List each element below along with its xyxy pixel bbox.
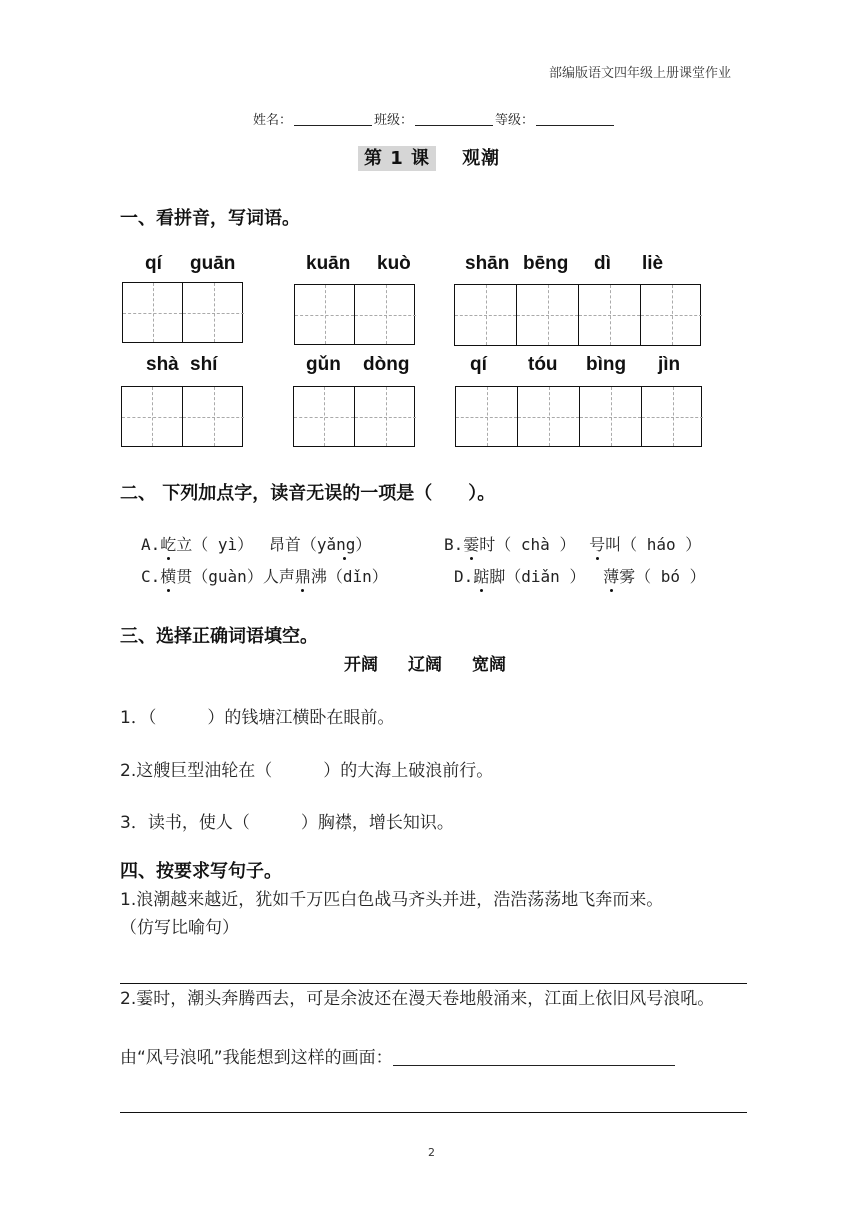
page-title <box>358 144 500 170</box>
writing-grid[interactable] <box>293 386 415 447</box>
answer-line[interactable] <box>120 1112 747 1113</box>
writing-grid[interactable] <box>454 284 701 346</box>
section-3-heading: 三、选择正确词语填空。 <box>120 626 318 647</box>
book-title: 部编版语文四年级上册课堂作业 <box>549 66 732 81</box>
writing-grid[interactable] <box>121 386 243 447</box>
word-option: 宽阔 <box>472 655 506 675</box>
pinyin: liè <box>642 253 664 274</box>
option-d[interactable]: D.踮脚（diǎn ） 薄雾（ bó ） <box>454 567 706 586</box>
word-option: 开阔 <box>344 655 378 675</box>
option-a[interactable]: A.屹立（ yì） 昂首（yǎng） <box>141 535 372 554</box>
pinyin: shí <box>190 354 218 375</box>
pinyin: tóu <box>528 354 558 375</box>
section-4-heading: 四、按要求写句子。 <box>120 861 282 882</box>
class-field[interactable] <box>415 111 493 126</box>
page-number: 2 <box>428 1146 435 1159</box>
grade-label: 等级： <box>495 113 535 128</box>
sentence-1-instruction: （仿写比喻句） <box>120 918 239 938</box>
answer-line[interactable] <box>120 983 747 984</box>
name-label: 姓名： <box>253 113 293 128</box>
fill-question-2[interactable]: 2.这艘巨型油轮在（ ）的大海上破浪前行。 <box>120 761 494 781</box>
pinyin: shān <box>465 253 510 274</box>
word-option: 辽阔 <box>408 655 442 675</box>
pinyin: guān <box>190 253 236 274</box>
pinyin: qí <box>470 354 487 375</box>
pinyin: bìng <box>586 354 627 375</box>
answer-field[interactable] <box>393 1049 675 1066</box>
class-label: 班级： <box>374 113 414 128</box>
sentence-2: 2.霎时，潮头奔腾西去，可是余波还在漫天卷地般涌来，江面上依旧风号浪吼。 <box>120 989 715 1009</box>
fill-question-1[interactable]: 1．（ ）的钱塘江横卧在眼前。 <box>120 708 395 728</box>
pinyin: bēng <box>523 253 569 274</box>
writing-grid[interactable] <box>294 284 415 345</box>
grade-field[interactable] <box>536 111 614 126</box>
name-field[interactable] <box>294 111 372 126</box>
writing-grid[interactable] <box>455 386 702 447</box>
student-info <box>253 109 616 128</box>
pinyin: shà <box>146 354 179 375</box>
writing-grid[interactable] <box>122 282 243 343</box>
option-c[interactable]: C.横贯（guàn）人声鼎沸（dǐn） <box>141 567 388 586</box>
lesson-number: 第 1 课 <box>358 146 436 171</box>
sentence-2-prompt: 由“风号浪吼”我能想到这样的画面： <box>120 1043 675 1068</box>
sentence-1: 1.浪潮越来越近，犹如千万匹白色战马齐头并进，浩浩荡荡地飞奔而来。 <box>120 890 664 910</box>
pinyin: jìn <box>658 354 681 375</box>
option-b[interactable]: B.霎时（ chà ） 号叫（ háo ） <box>444 535 702 554</box>
pinyin: dòng <box>363 354 410 375</box>
pinyin: qí <box>145 253 162 274</box>
section-2-heading: 二、 下列加点字，读音无误的一项是（ ）。 <box>120 483 496 504</box>
fill-question-3[interactable]: 3．读书，使人（ ）胸襟，增长知识。 <box>120 813 454 833</box>
word-choices <box>344 650 536 675</box>
pinyin: kuò <box>377 253 411 274</box>
section-1-heading: 一、看拼音，写词语。 <box>120 208 300 229</box>
pinyin: dì <box>594 253 611 274</box>
lesson-name: 观潮 <box>462 148 501 169</box>
pinyin: gǔn <box>306 354 341 375</box>
pinyin: kuān <box>306 253 351 274</box>
